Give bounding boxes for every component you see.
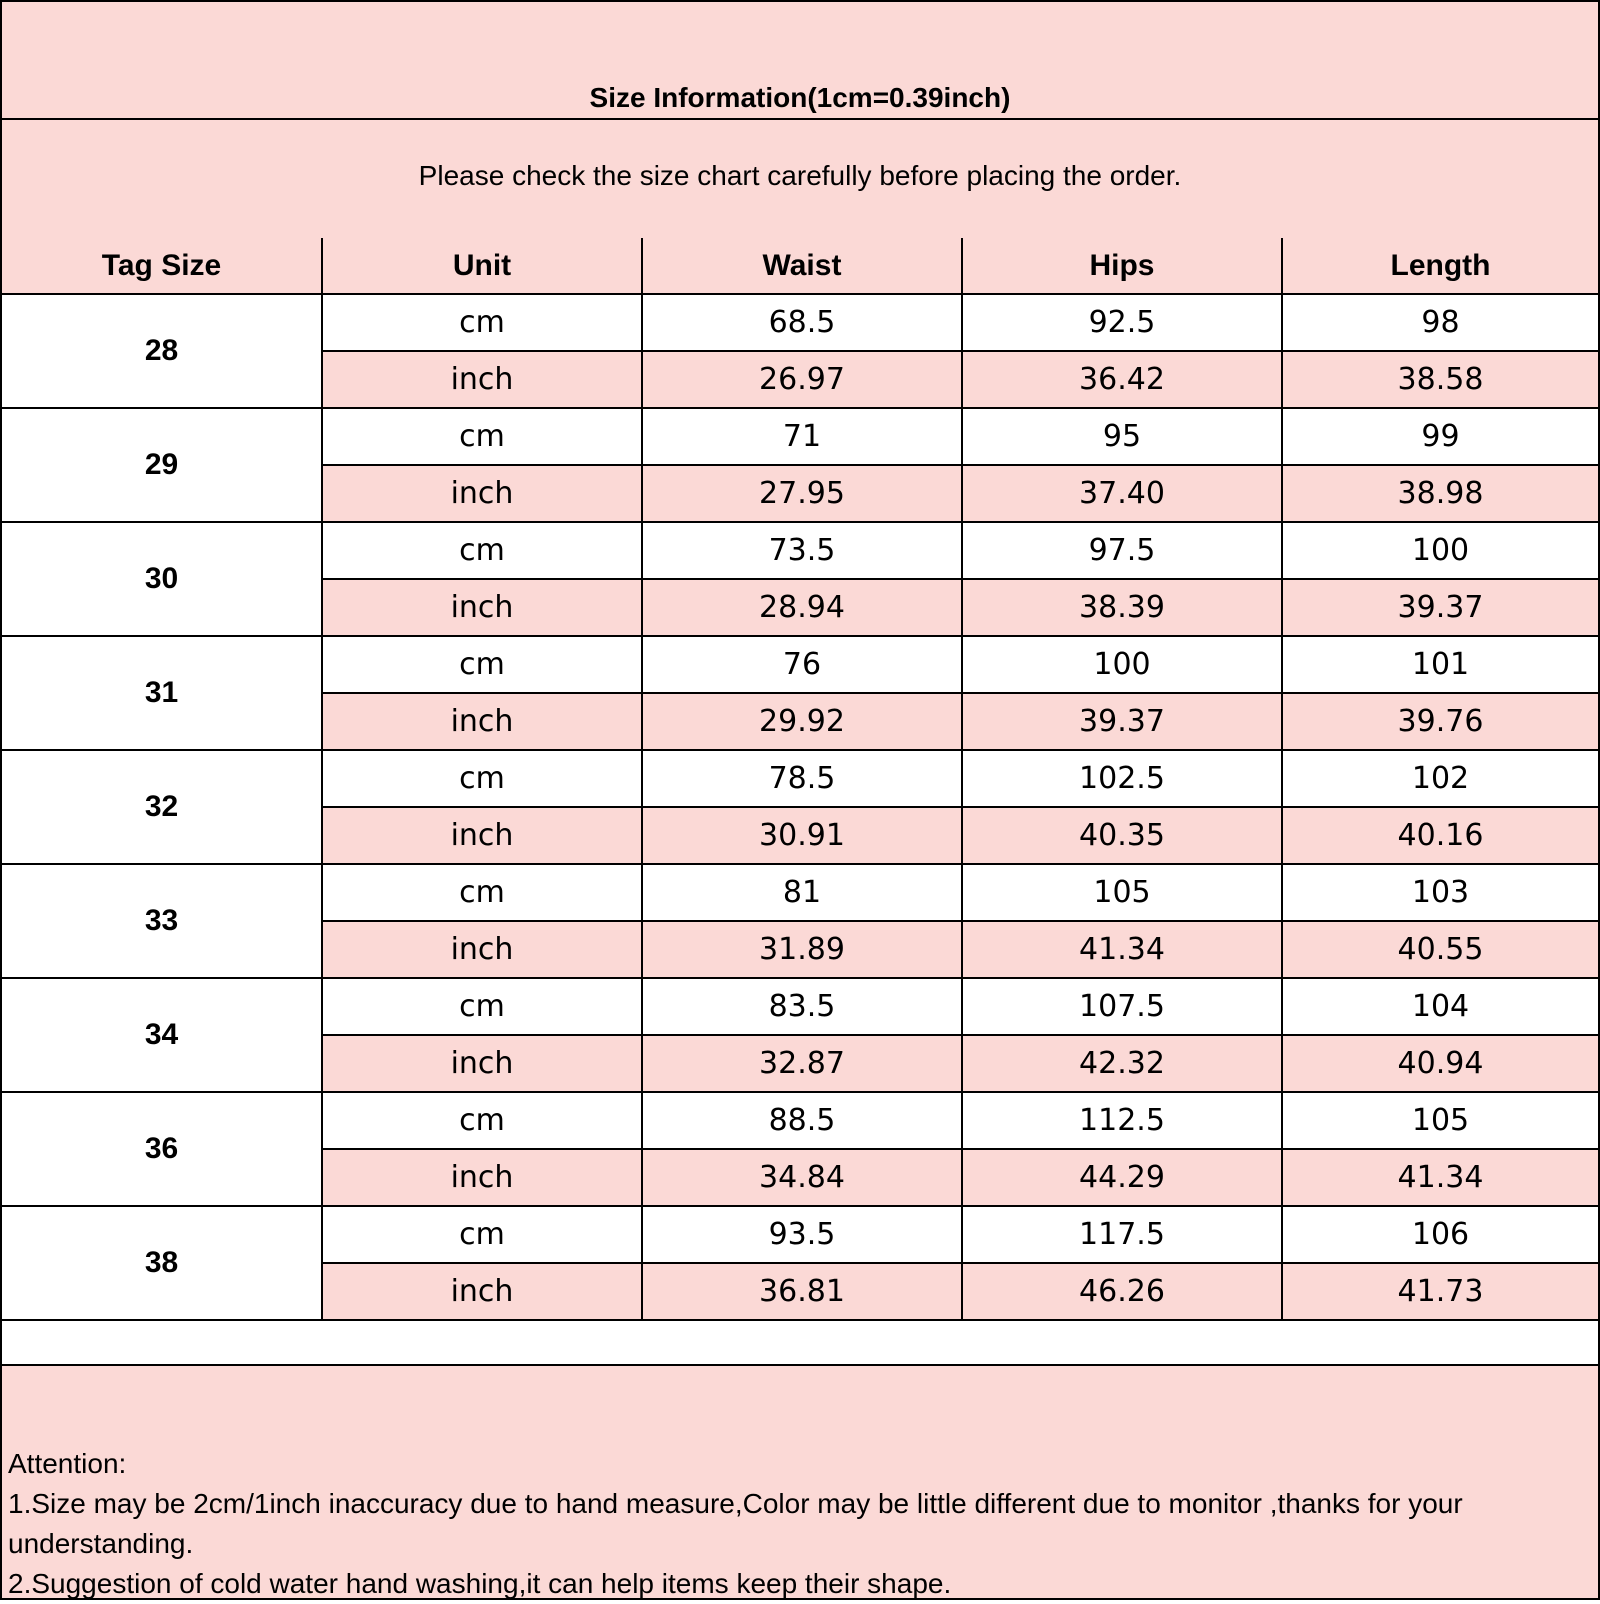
unit-cell: inch bbox=[322, 921, 642, 978]
unit-cell: cm bbox=[322, 978, 642, 1035]
waist-cell: 31.89 bbox=[642, 921, 962, 978]
size-table bbox=[2, 238, 1598, 1321]
length-cell: 41.73 bbox=[1282, 1263, 1598, 1320]
unit-cell: inch bbox=[322, 465, 642, 522]
length-cell: 106 bbox=[1282, 1206, 1598, 1263]
unit-cell: cm bbox=[322, 294, 642, 351]
waist-cell: 32.87 bbox=[642, 1035, 962, 1092]
table-row-cm bbox=[2, 978, 1598, 1035]
unit-cell: cm bbox=[322, 864, 642, 921]
tag-size-cell: 31 bbox=[2, 636, 322, 750]
table-row-cm bbox=[2, 408, 1598, 465]
length-cell: 40.94 bbox=[1282, 1035, 1598, 1092]
table-row-cm bbox=[2, 864, 1598, 921]
table-row-cm bbox=[2, 522, 1598, 579]
header-unit: Unit bbox=[322, 238, 642, 294]
hips-cell: 36.42 bbox=[962, 351, 1282, 408]
hips-cell: 102.5 bbox=[962, 750, 1282, 807]
length-cell: 38.58 bbox=[1282, 351, 1598, 408]
hips-cell: 112.5 bbox=[962, 1092, 1282, 1149]
waist-cell: 81 bbox=[642, 864, 962, 921]
waist-cell: 78.5 bbox=[642, 750, 962, 807]
tag-size-cell: 29 bbox=[2, 408, 322, 522]
length-cell: 101 bbox=[1282, 636, 1598, 693]
header-tag-size: Tag Size bbox=[2, 238, 322, 294]
waist-cell: 26.97 bbox=[642, 351, 962, 408]
waist-cell: 27.95 bbox=[642, 465, 962, 522]
tag-size-cell: 33 bbox=[2, 864, 322, 978]
title-band bbox=[2, 2, 1598, 120]
tag-size-cell: 28 bbox=[2, 294, 322, 408]
unit-cell: inch bbox=[322, 351, 642, 408]
hips-cell: 117.5 bbox=[962, 1206, 1282, 1263]
unit-cell: cm bbox=[322, 1206, 642, 1263]
hips-cell: 46.26 bbox=[962, 1263, 1282, 1320]
length-cell: 104 bbox=[1282, 978, 1598, 1035]
unit-cell: cm bbox=[322, 1092, 642, 1149]
tag-size-cell: 32 bbox=[2, 750, 322, 864]
header-row bbox=[2, 238, 1598, 294]
waist-cell: 71 bbox=[642, 408, 962, 465]
waist-cell: 28.94 bbox=[642, 579, 962, 636]
hips-cell: 97.5 bbox=[962, 522, 1282, 579]
table-row-cm bbox=[2, 636, 1598, 693]
unit-cell: cm bbox=[322, 408, 642, 465]
hips-cell: 100 bbox=[962, 636, 1282, 693]
length-cell: 103 bbox=[1282, 864, 1598, 921]
chart-subtitle: Please check the size chart carefully before placing the order. bbox=[418, 160, 1182, 191]
chart-title: Size Information(1cm=0.39inch) bbox=[589, 82, 1011, 113]
tag-size-cell: 30 bbox=[2, 522, 322, 636]
length-cell: 40.55 bbox=[1282, 921, 1598, 978]
hips-cell: 105 bbox=[962, 864, 1282, 921]
hips-cell: 92.5 bbox=[962, 294, 1282, 351]
unit-cell: inch bbox=[322, 579, 642, 636]
tag-size-cell: 38 bbox=[2, 1206, 322, 1320]
table-row-cm bbox=[2, 1206, 1598, 1263]
length-cell: 39.37 bbox=[1282, 579, 1598, 636]
unit-cell: cm bbox=[322, 750, 642, 807]
length-cell: 38.98 bbox=[1282, 465, 1598, 522]
attention-note-2: 2.Suggestion of cold water hand washing,it can help items keep their shape. bbox=[8, 1568, 952, 1599]
header-waist: Waist bbox=[642, 238, 962, 294]
hips-cell: 40.35 bbox=[962, 807, 1282, 864]
waist-cell: 93.5 bbox=[642, 1206, 962, 1263]
header-length: Length bbox=[1282, 238, 1598, 294]
unit-cell: inch bbox=[322, 1035, 642, 1092]
attention-notes bbox=[8, 1444, 1590, 1604]
hips-cell: 37.40 bbox=[962, 465, 1282, 522]
tag-size-cell: 36 bbox=[2, 1092, 322, 1206]
waist-cell: 34.84 bbox=[642, 1149, 962, 1206]
length-cell: 40.16 bbox=[1282, 807, 1598, 864]
hips-cell: 44.29 bbox=[962, 1149, 1282, 1206]
hips-cell: 39.37 bbox=[962, 693, 1282, 750]
length-cell: 98 bbox=[1282, 294, 1598, 351]
hips-cell: 42.32 bbox=[962, 1035, 1282, 1092]
waist-cell: 88.5 bbox=[642, 1092, 962, 1149]
unit-cell: inch bbox=[322, 1149, 642, 1206]
length-cell: 100 bbox=[1282, 522, 1598, 579]
length-cell: 105 bbox=[1282, 1092, 1598, 1149]
length-cell: 102 bbox=[1282, 750, 1598, 807]
hips-cell: 38.39 bbox=[962, 579, 1282, 636]
subtitle-band bbox=[2, 120, 1598, 240]
unit-cell: cm bbox=[322, 636, 642, 693]
length-cell: 41.34 bbox=[1282, 1149, 1598, 1206]
length-cell: 39.76 bbox=[1282, 693, 1598, 750]
attention-note-1: 1.Size may be 2cm/1inch inaccuracy due to hand measure,Color may be little different due to monitor ,thanks for your understanding. bbox=[8, 1488, 1463, 1559]
header-hips: Hips bbox=[962, 238, 1282, 294]
hips-cell: 95 bbox=[962, 408, 1282, 465]
hips-cell: 41.34 bbox=[962, 921, 1282, 978]
unit-cell: cm bbox=[322, 522, 642, 579]
waist-cell: 30.91 bbox=[642, 807, 962, 864]
length-cell: 99 bbox=[1282, 408, 1598, 465]
waist-cell: 29.92 bbox=[642, 693, 962, 750]
attention-band bbox=[2, 1364, 1598, 1598]
table-row-cm bbox=[2, 1092, 1598, 1149]
unit-cell: inch bbox=[322, 1263, 642, 1320]
waist-cell: 76 bbox=[642, 636, 962, 693]
waist-cell: 68.5 bbox=[642, 294, 962, 351]
waist-cell: 83.5 bbox=[642, 978, 962, 1035]
unit-cell: inch bbox=[322, 807, 642, 864]
attention-heading: Attention: bbox=[8, 1448, 127, 1479]
tag-size-cell: 34 bbox=[2, 978, 322, 1092]
unit-cell: inch bbox=[322, 693, 642, 750]
hips-cell: 107.5 bbox=[962, 978, 1282, 1035]
waist-cell: 73.5 bbox=[642, 522, 962, 579]
table-row-cm bbox=[2, 750, 1598, 807]
table-row-cm bbox=[2, 294, 1598, 351]
waist-cell: 36.81 bbox=[642, 1263, 962, 1320]
